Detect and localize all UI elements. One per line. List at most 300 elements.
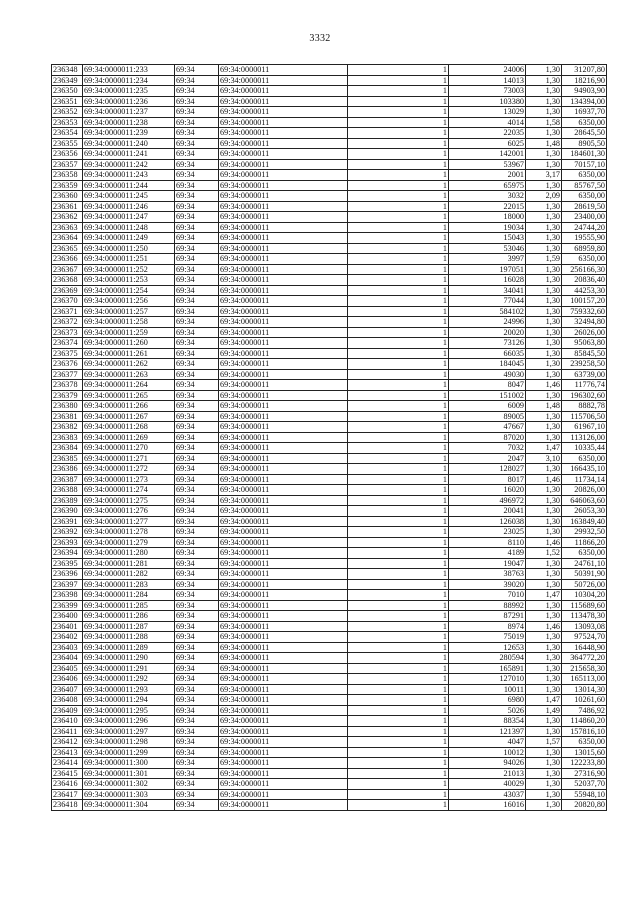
value-cell: 11776,74 (562, 380, 607, 391)
row-id-cell: 236387 (52, 474, 83, 485)
row-id-cell: 236409 (52, 705, 83, 716)
value-cell: 239258,50 (562, 359, 607, 370)
block-cell: 69:34:0000011 (219, 327, 348, 338)
region-cell: 69:34 (175, 506, 219, 517)
count-cell: 1 (348, 254, 449, 265)
region-cell: 69:34 (175, 212, 219, 223)
cadastral-number-cell: 69:34:0000011:271 (83, 453, 175, 464)
area-cell: 13029 (449, 107, 526, 118)
block-cell: 69:34:0000011 (219, 212, 348, 223)
cadastral-number-cell: 69:34:0000011:246 (83, 201, 175, 212)
cadastral-number-cell: 69:34:0000011:272 (83, 464, 175, 475)
block-cell: 69:34:0000011 (219, 180, 348, 191)
cadastral-number-cell: 69:34:0000011:296 (83, 716, 175, 727)
count-cell: 1 (348, 611, 449, 622)
region-cell: 69:34 (175, 233, 219, 244)
rate-cell: 1,47 (526, 695, 562, 706)
count-cell: 1 (348, 348, 449, 359)
count-cell: 1 (348, 191, 449, 202)
table-row (52, 380, 607, 391)
table-row (52, 663, 607, 674)
region-cell: 69:34 (175, 243, 219, 254)
rate-cell: 1,30 (526, 495, 562, 506)
cadastral-number-cell: 69:34:0000011:294 (83, 695, 175, 706)
region-cell: 69:34 (175, 558, 219, 569)
rate-cell: 1,30 (526, 642, 562, 653)
value-cell: 6350,00 (562, 170, 607, 181)
cadastral-number-cell: 69:34:0000011:245 (83, 191, 175, 202)
rate-cell: 1,30 (526, 653, 562, 664)
region-cell: 69:34 (175, 516, 219, 527)
cadastral-number-cell: 69:34:0000011:247 (83, 212, 175, 223)
rate-cell: 1,30 (526, 327, 562, 338)
block-cell: 69:34:0000011 (219, 222, 348, 233)
block-cell: 69:34:0000011 (219, 495, 348, 506)
value-cell: 6350,00 (562, 737, 607, 748)
rate-cell: 1,30 (526, 159, 562, 170)
rate-cell: 1,59 (526, 254, 562, 265)
region-cell: 69:34 (175, 180, 219, 191)
table-row (52, 254, 607, 265)
block-cell: 69:34:0000011 (219, 695, 348, 706)
cadastral-number-cell: 69:34:0000011:244 (83, 180, 175, 191)
table-row (52, 243, 607, 254)
rate-cell: 1,30 (526, 180, 562, 191)
count-cell: 1 (348, 726, 449, 737)
row-id-cell: 236376 (52, 359, 83, 370)
row-id-cell: 236356 (52, 149, 83, 160)
table-row (52, 768, 607, 779)
region-cell: 69:34 (175, 443, 219, 454)
row-id-cell: 236385 (52, 453, 83, 464)
cadastral-number-cell: 69:34:0000011:287 (83, 621, 175, 632)
row-id-cell: 236382 (52, 422, 83, 433)
block-cell: 69:34:0000011 (219, 737, 348, 748)
value-cell: 6350,00 (562, 453, 607, 464)
value-cell: 32494,80 (562, 317, 607, 328)
block-cell: 69:34:0000011 (219, 726, 348, 737)
rate-cell: 1,30 (526, 128, 562, 139)
row-id-cell: 236417 (52, 789, 83, 800)
block-cell: 69:34:0000011 (219, 348, 348, 359)
rate-cell: 1,57 (526, 737, 562, 748)
count-cell: 1 (348, 128, 449, 139)
block-cell: 69:34:0000011 (219, 527, 348, 538)
count-cell: 1 (348, 170, 449, 181)
count-cell: 1 (348, 684, 449, 695)
cadastral-number-cell: 69:34:0000011:269 (83, 432, 175, 443)
table-row (52, 548, 607, 559)
rate-cell: 1,30 (526, 632, 562, 643)
region-cell: 69:34 (175, 537, 219, 548)
ledger-body (52, 65, 607, 811)
area-cell: 12653 (449, 642, 526, 653)
area-cell: 20020 (449, 327, 526, 338)
value-cell: 134394,00 (562, 96, 607, 107)
area-cell: 49030 (449, 369, 526, 380)
cadastral-number-cell: 69:34:0000011:257 (83, 306, 175, 317)
table-row (52, 338, 607, 349)
value-cell: 26053,30 (562, 506, 607, 517)
block-cell: 69:34:0000011 (219, 569, 348, 580)
region-cell: 69:34 (175, 726, 219, 737)
area-cell: 19047 (449, 558, 526, 569)
table-row (52, 296, 607, 307)
value-cell: 97524,70 (562, 632, 607, 643)
count-cell: 1 (348, 579, 449, 590)
count-cell: 1 (348, 705, 449, 716)
area-cell: 103380 (449, 96, 526, 107)
area-cell: 2047 (449, 453, 526, 464)
block-cell: 69:34:0000011 (219, 401, 348, 412)
rate-cell: 1,30 (526, 485, 562, 496)
block-cell: 69:34:0000011 (219, 432, 348, 443)
region-cell: 69:34 (175, 327, 219, 338)
value-cell: 68959,80 (562, 243, 607, 254)
row-id-cell: 236377 (52, 369, 83, 380)
row-id-cell: 236400 (52, 611, 83, 622)
area-cell: 21013 (449, 768, 526, 779)
rate-cell: 1,48 (526, 138, 562, 149)
value-cell: 28645,50 (562, 128, 607, 139)
area-cell: 8110 (449, 537, 526, 548)
row-id-cell: 236395 (52, 558, 83, 569)
region-cell: 69:34 (175, 359, 219, 370)
cadastral-number-cell: 69:34:0000011:298 (83, 737, 175, 748)
table-row (52, 516, 607, 527)
block-cell: 69:34:0000011 (219, 411, 348, 422)
region-cell: 69:34 (175, 117, 219, 128)
region-cell: 69:34 (175, 170, 219, 181)
count-cell: 1 (348, 632, 449, 643)
region-cell: 69:34 (175, 600, 219, 611)
rate-cell: 1,30 (526, 338, 562, 349)
count-cell: 1 (348, 275, 449, 286)
table-row (52, 726, 607, 737)
count-cell: 1 (348, 212, 449, 223)
block-cell: 69:34:0000011 (219, 653, 348, 664)
block-cell: 69:34:0000011 (219, 590, 348, 601)
row-id-cell: 236360 (52, 191, 83, 202)
area-cell: 88354 (449, 716, 526, 727)
rate-cell: 1,30 (526, 317, 562, 328)
region-cell: 69:34 (175, 548, 219, 559)
area-cell: 2001 (449, 170, 526, 181)
value-cell: 115689,60 (562, 600, 607, 611)
rate-cell: 1,52 (526, 548, 562, 559)
row-id-cell: 236406 (52, 674, 83, 685)
region-cell: 69:34 (175, 306, 219, 317)
block-cell: 69:34:0000011 (219, 716, 348, 727)
count-cell: 1 (348, 779, 449, 790)
value-cell: 55948,10 (562, 789, 607, 800)
count-cell: 1 (348, 758, 449, 769)
rate-cell: 1,30 (526, 768, 562, 779)
value-cell: 20836,40 (562, 275, 607, 286)
area-cell: 280594 (449, 653, 526, 664)
region-cell: 69:34 (175, 390, 219, 401)
count-cell: 1 (348, 327, 449, 338)
table-row (52, 390, 607, 401)
table-row (52, 747, 607, 758)
rate-cell: 1,47 (526, 590, 562, 601)
cadastral-number-cell: 69:34:0000011:273 (83, 474, 175, 485)
value-cell: 27316,90 (562, 768, 607, 779)
value-cell: 50391,90 (562, 569, 607, 580)
area-cell: 6009 (449, 401, 526, 412)
area-cell: 39020 (449, 579, 526, 590)
table-row (52, 275, 607, 286)
block-cell: 69:34:0000011 (219, 275, 348, 286)
rate-cell: 1,30 (526, 86, 562, 97)
row-id-cell: 236408 (52, 695, 83, 706)
area-cell: 584102 (449, 306, 526, 317)
table-row (52, 642, 607, 653)
cadastral-number-cell: 69:34:0000011:251 (83, 254, 175, 265)
block-cell: 69:34:0000011 (219, 338, 348, 349)
block-cell: 69:34:0000011 (219, 611, 348, 622)
table-row (52, 789, 607, 800)
block-cell: 69:34:0000011 (219, 191, 348, 202)
row-id-cell: 236407 (52, 684, 83, 695)
table-row (52, 527, 607, 538)
row-id-cell: 236350 (52, 86, 83, 97)
block-cell: 69:34:0000011 (219, 296, 348, 307)
block-cell: 69:34:0000011 (219, 117, 348, 128)
area-cell: 23025 (449, 527, 526, 538)
area-cell: 127010 (449, 674, 526, 685)
block-cell: 69:34:0000011 (219, 138, 348, 149)
row-id-cell: 236404 (52, 653, 83, 664)
region-cell: 69:34 (175, 128, 219, 139)
area-cell: 22035 (449, 128, 526, 139)
block-cell: 69:34:0000011 (219, 537, 348, 548)
cadastral-number-cell: 69:34:0000011:249 (83, 233, 175, 244)
block-cell: 69:34:0000011 (219, 758, 348, 769)
cadastral-number-cell: 69:34:0000011:264 (83, 380, 175, 391)
row-id-cell: 236384 (52, 443, 83, 454)
count-cell: 1 (348, 369, 449, 380)
region-cell: 69:34 (175, 800, 219, 811)
table-row (52, 96, 607, 107)
rate-cell: 1,30 (526, 243, 562, 254)
row-id-cell: 236396 (52, 569, 83, 580)
rate-cell: 1,30 (526, 516, 562, 527)
cadastral-number-cell: 69:34:0000011:279 (83, 537, 175, 548)
value-cell: 646063,60 (562, 495, 607, 506)
count-cell: 1 (348, 222, 449, 233)
region-cell: 69:34 (175, 590, 219, 601)
area-cell: 73126 (449, 338, 526, 349)
count-cell: 1 (348, 789, 449, 800)
value-cell: 759332,60 (562, 306, 607, 317)
count-cell: 1 (348, 663, 449, 674)
block-cell: 69:34:0000011 (219, 579, 348, 590)
count-cell: 1 (348, 464, 449, 475)
area-cell: 75019 (449, 632, 526, 643)
count-cell: 1 (348, 338, 449, 349)
table-row (52, 600, 607, 611)
value-cell: 24744,20 (562, 222, 607, 233)
rate-cell: 1,30 (526, 758, 562, 769)
region-cell: 69:34 (175, 222, 219, 233)
row-id-cell: 236354 (52, 128, 83, 139)
cadastral-number-cell: 69:34:0000011:285 (83, 600, 175, 611)
value-cell: 163849,40 (562, 516, 607, 527)
region-cell: 69:34 (175, 684, 219, 695)
area-cell: 16020 (449, 485, 526, 496)
cadastral-number-cell: 69:34:0000011:300 (83, 758, 175, 769)
area-cell: 16016 (449, 800, 526, 811)
cadastral-number-cell: 69:34:0000011:248 (83, 222, 175, 233)
area-cell: 8974 (449, 621, 526, 632)
value-cell: 157816,10 (562, 726, 607, 737)
cadastral-number-cell: 69:34:0000011:234 (83, 75, 175, 86)
row-id-cell: 236386 (52, 464, 83, 475)
region-cell: 69:34 (175, 107, 219, 118)
count-cell: 1 (348, 432, 449, 443)
table-row (52, 621, 607, 632)
area-cell: 38763 (449, 569, 526, 580)
row-id-cell: 236411 (52, 726, 83, 737)
table-row (52, 180, 607, 191)
count-cell: 1 (348, 569, 449, 580)
count-cell: 1 (348, 516, 449, 527)
row-id-cell: 236375 (52, 348, 83, 359)
count-cell: 1 (348, 380, 449, 391)
count-cell: 1 (348, 642, 449, 653)
block-cell: 69:34:0000011 (219, 149, 348, 160)
count-cell: 1 (348, 390, 449, 401)
table-row (52, 485, 607, 496)
area-cell: 77044 (449, 296, 526, 307)
cadastral-number-cell: 69:34:0000011:302 (83, 779, 175, 790)
rate-cell: 1,30 (526, 789, 562, 800)
rate-cell: 3,17 (526, 170, 562, 181)
page-number: 3332 (309, 33, 331, 44)
area-cell: 165891 (449, 663, 526, 674)
area-cell: 126038 (449, 516, 526, 527)
region-cell: 69:34 (175, 716, 219, 727)
cadastral-number-cell: 69:34:0000011:275 (83, 495, 175, 506)
value-cell: 100157,20 (562, 296, 607, 307)
value-cell: 165113,00 (562, 674, 607, 685)
table-row (52, 107, 607, 118)
ledger-table (51, 64, 607, 811)
value-cell: 24761,10 (562, 558, 607, 569)
table-row (52, 674, 607, 685)
row-id-cell: 236415 (52, 768, 83, 779)
count-cell: 1 (348, 527, 449, 538)
cadastral-number-cell: 69:34:0000011:281 (83, 558, 175, 569)
table-row (52, 222, 607, 233)
area-cell: 53046 (449, 243, 526, 254)
rate-cell: 1,30 (526, 296, 562, 307)
region-cell: 69:34 (175, 149, 219, 160)
area-cell: 197051 (449, 264, 526, 275)
cadastral-number-cell: 69:34:0000011:258 (83, 317, 175, 328)
value-cell: 6350,00 (562, 548, 607, 559)
block-cell: 69:34:0000011 (219, 254, 348, 265)
cadastral-number-cell: 69:34:0000011:261 (83, 348, 175, 359)
row-id-cell: 236370 (52, 296, 83, 307)
area-cell: 94026 (449, 758, 526, 769)
rate-cell: 1,48 (526, 401, 562, 412)
count-cell: 1 (348, 411, 449, 422)
count-cell: 1 (348, 590, 449, 601)
count-cell: 1 (348, 558, 449, 569)
rate-cell: 1,46 (526, 537, 562, 548)
region-cell: 69:34 (175, 453, 219, 464)
cadastral-number-cell: 69:34:0000011:265 (83, 390, 175, 401)
table-row (52, 306, 607, 317)
table-row (52, 285, 607, 296)
cadastral-number-cell: 69:34:0000011:284 (83, 590, 175, 601)
count-cell: 1 (348, 306, 449, 317)
area-cell: 40029 (449, 779, 526, 790)
rate-cell: 1,30 (526, 222, 562, 233)
rate-cell: 1,30 (526, 306, 562, 317)
block-cell: 69:34:0000011 (219, 800, 348, 811)
rate-cell: 1,30 (526, 600, 562, 611)
cadastral-number-cell: 69:34:0000011:237 (83, 107, 175, 118)
block-cell: 69:34:0000011 (219, 380, 348, 391)
rate-cell: 1,30 (526, 569, 562, 580)
value-cell: 6350,00 (562, 117, 607, 128)
value-cell: 215658,30 (562, 663, 607, 674)
value-cell: 85767,50 (562, 180, 607, 191)
value-cell: 115706,50 (562, 411, 607, 422)
row-id-cell: 236368 (52, 275, 83, 286)
value-cell: 19555,90 (562, 233, 607, 244)
table-row (52, 569, 607, 580)
value-cell: 26026,00 (562, 327, 607, 338)
rate-cell: 1,49 (526, 705, 562, 716)
area-cell: 20041 (449, 506, 526, 517)
table-row (52, 159, 607, 170)
count-cell: 1 (348, 159, 449, 170)
rate-cell: 1,30 (526, 506, 562, 517)
count-cell: 1 (348, 422, 449, 433)
row-id-cell: 236379 (52, 390, 83, 401)
block-cell: 69:34:0000011 (219, 464, 348, 475)
area-cell: 128027 (449, 464, 526, 475)
rate-cell: 1,30 (526, 464, 562, 475)
count-cell: 1 (348, 443, 449, 454)
count-cell: 1 (348, 474, 449, 485)
rate-cell: 1,30 (526, 107, 562, 118)
row-id-cell: 236357 (52, 159, 83, 170)
rate-cell: 1,30 (526, 674, 562, 685)
block-cell: 69:34:0000011 (219, 621, 348, 632)
value-cell: 10335,44 (562, 443, 607, 454)
row-id-cell: 236351 (52, 96, 83, 107)
table-row (52, 411, 607, 422)
block-cell: 69:34:0000011 (219, 558, 348, 569)
value-cell: 52037,70 (562, 779, 607, 790)
cadastral-number-cell: 69:34:0000011:276 (83, 506, 175, 517)
region-cell: 69:34 (175, 369, 219, 380)
cadastral-number-cell: 69:34:0000011:256 (83, 296, 175, 307)
count-cell: 1 (348, 506, 449, 517)
row-id-cell: 236391 (52, 516, 83, 527)
block-cell: 69:34:0000011 (219, 243, 348, 254)
cadastral-number-cell: 69:34:0000011:303 (83, 789, 175, 800)
cadastral-number-cell: 69:34:0000011:241 (83, 149, 175, 160)
region-cell: 69:34 (175, 695, 219, 706)
block-cell: 69:34:0000011 (219, 75, 348, 86)
value-cell: 23400,00 (562, 212, 607, 223)
